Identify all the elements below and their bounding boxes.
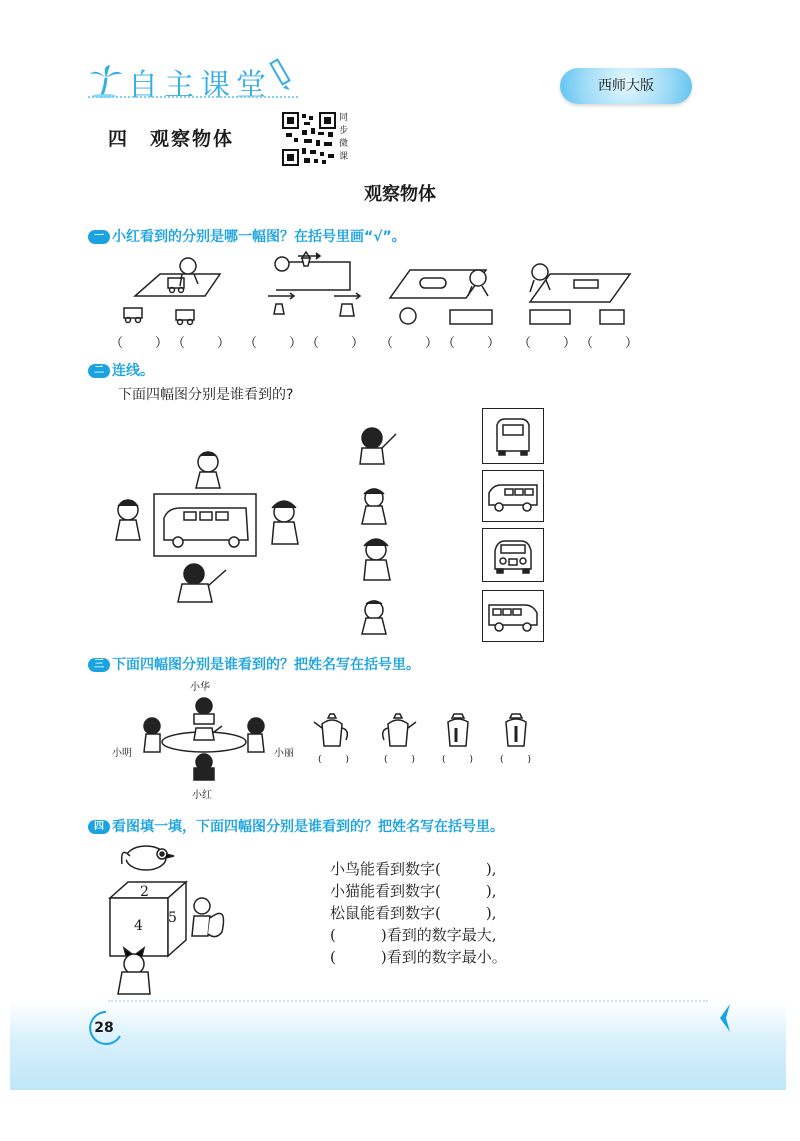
answer-paren[interactable]: （ ） <box>306 336 367 351</box>
edition-badge: 西师大版 <box>560 68 692 104</box>
question-1-text: 小红看到的分别是哪一幅图？在括号里画“√”。 <box>112 229 406 245</box>
footer-band <box>10 1002 786 1090</box>
question-1-answer-row <box>110 332 650 350</box>
question-4-fill-lines <box>330 858 590 968</box>
palm-tree-icon <box>88 62 124 98</box>
fill-line[interactable]: 小猫能看到数字( ), <box>330 882 497 900</box>
van-view-back[interactable] <box>482 408 544 464</box>
van-view-front[interactable] <box>482 528 544 582</box>
question-3-badge: 三 <box>88 658 110 672</box>
answer-paren[interactable]: （ ） <box>110 336 171 351</box>
question-1-badge: 一 <box>88 230 110 244</box>
answer-paren[interactable]: （ ） <box>580 336 641 351</box>
cube-number-side: 5 <box>168 910 177 926</box>
name-label-left: 小明 <box>112 748 132 759</box>
observer-figures <box>350 420 410 640</box>
footer-divider <box>108 1000 708 1002</box>
brand-title: 自主课堂 <box>128 68 272 103</box>
unit-title: 四 观察物体 <box>108 128 235 150</box>
cube-number-top: 2 <box>140 884 149 900</box>
fill-line[interactable]: ( )看到的数字最小。 <box>330 948 507 966</box>
fill-line[interactable]: 小鸟能看到数字( ), <box>330 860 497 878</box>
name-label-right: 小丽 <box>274 748 294 759</box>
fill-line[interactable]: 松鼠能看到数字( ), <box>330 904 497 922</box>
answer-paren[interactable]: ( ) <box>500 755 534 765</box>
chevron-left-icon[interactable] <box>714 1002 734 1034</box>
question-3-text: 下面四幅图分别是谁看到的？把姓名写在括号里。 <box>112 657 420 673</box>
answer-paren[interactable]: （ ） <box>380 336 441 351</box>
qr-code-icon[interactable] <box>282 112 336 166</box>
answer-paren[interactable]: ( ) <box>318 755 352 765</box>
answer-paren[interactable]: （ ） <box>518 336 579 351</box>
question-2-text: 连线。 <box>112 363 154 379</box>
question-2-heading <box>88 360 154 380</box>
question-1-figures <box>110 250 650 332</box>
header-divider <box>88 96 298 98</box>
van-scene-figure <box>108 448 304 608</box>
question-3-heading <box>88 654 420 674</box>
question-4-badge: 四 <box>88 820 110 834</box>
pencil-icon <box>266 58 296 92</box>
answer-paren[interactable]: （ ） <box>172 336 233 351</box>
question-2-subtext: 下面四幅图分别是谁看到的? <box>118 387 294 403</box>
page-number: 28 <box>94 1020 114 1036</box>
teapot-table-scene <box>138 692 270 782</box>
question-4-heading <box>88 816 504 836</box>
fill-line[interactable]: ( )看到的数字最大, <box>330 926 497 944</box>
section-title: 观察物体 <box>364 184 436 205</box>
question-1-heading <box>88 226 406 246</box>
cube-number-front: 4 <box>134 918 143 934</box>
answer-paren[interactable]: ( ) <box>442 755 476 765</box>
answer-paren[interactable]: （ ） <box>442 336 503 351</box>
teapot-views <box>312 708 542 752</box>
van-view-side-right[interactable] <box>482 590 544 642</box>
van-view-side-left[interactable] <box>482 470 544 522</box>
qr-label: 同 步 微 课 <box>339 113 349 162</box>
name-label-top: 小华 <box>190 682 210 693</box>
answer-paren[interactable]: （ ） <box>244 336 305 351</box>
name-label-bottom: 小红 <box>192 790 212 801</box>
question-2-badge: 二 <box>88 364 110 378</box>
question-4-text: 看图填一填，下面四幅图分别是谁看到的？把姓名写在括号里。 <box>112 819 504 835</box>
answer-paren[interactable]: ( ) <box>384 755 418 765</box>
